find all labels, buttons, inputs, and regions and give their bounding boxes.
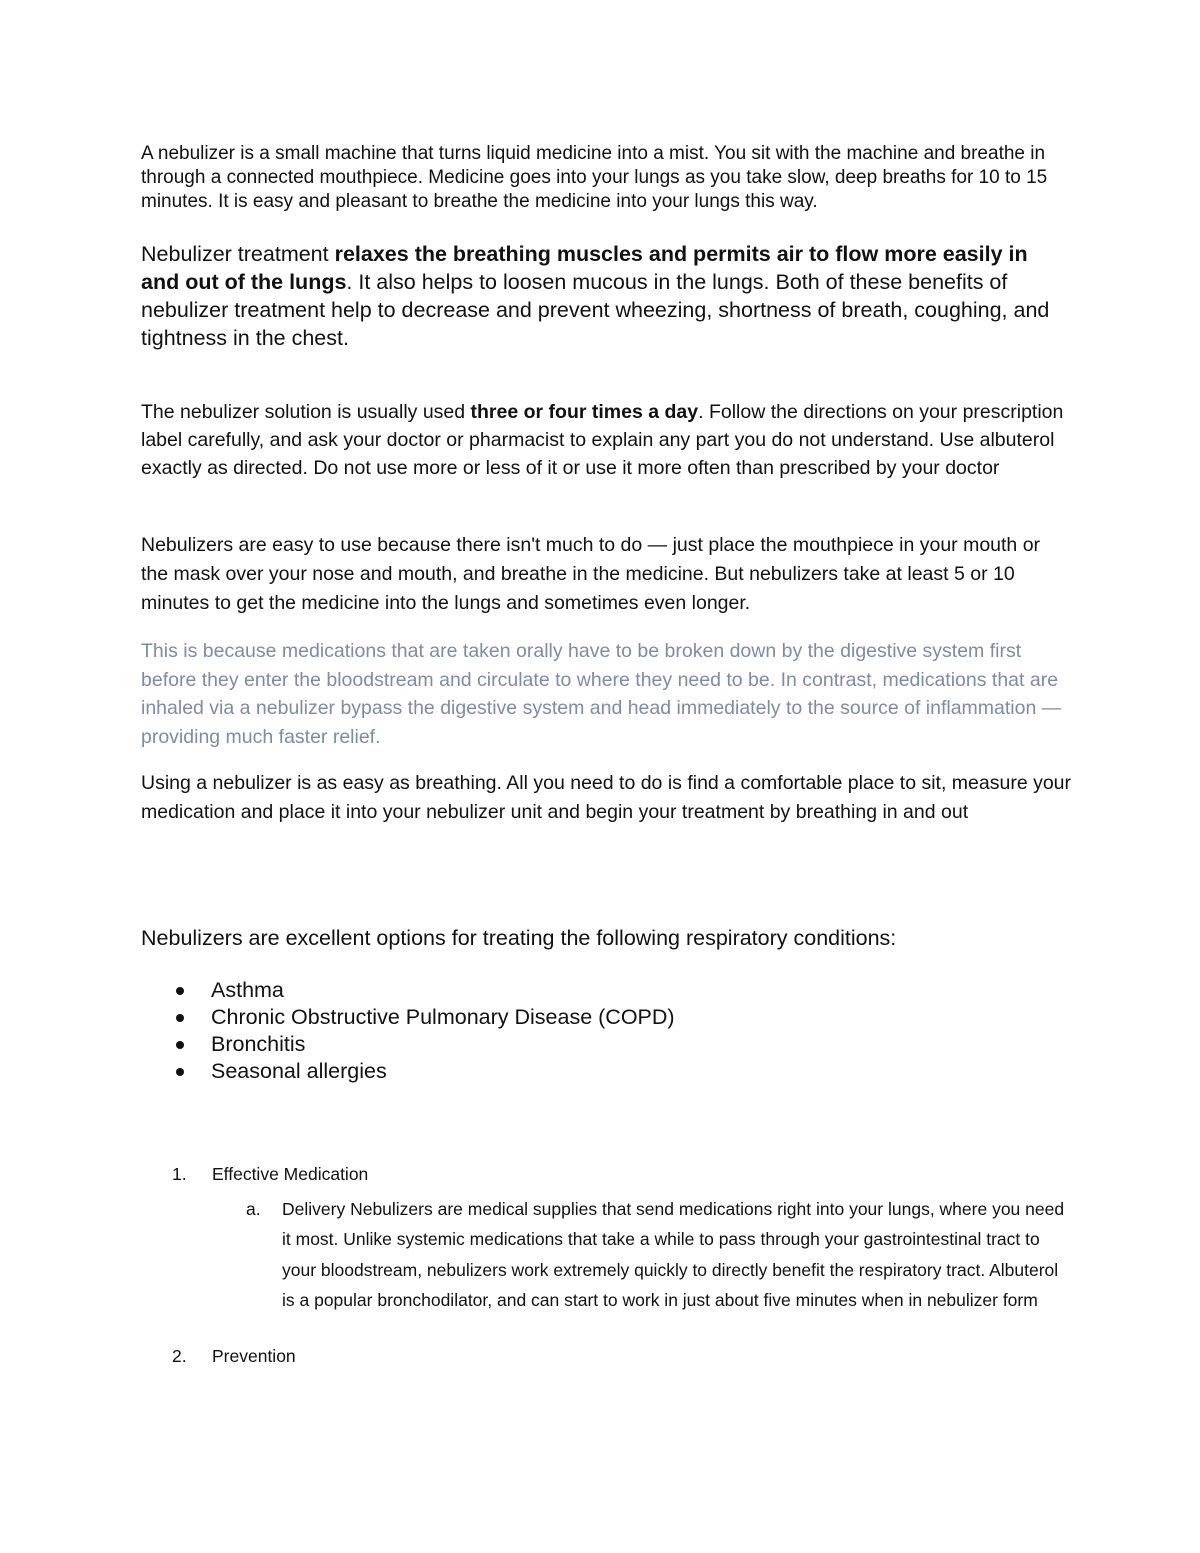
paragraph-ease-of-use: Nebulizers are easy to use because there isn't much to do — just place the mouthpiece in your mouth or the mask over your nose and mouth, and breathe in the medicine. But nebulizers take at least 5 or 10 minutes to get the medicine into the lungs and sometimes even longer. bbox=[141, 534, 1041, 614]
conditions-bullet-list bbox=[141, 977, 675, 1085]
list-item bbox=[141, 1031, 675, 1058]
paragraph-usage-frequency bbox=[141, 398, 1071, 482]
paragraph-conditions-intro: Nebulizers are excellent options for treating the following respiratory conditions: bbox=[141, 926, 897, 950]
bold-phrase: relaxes the breathing muscles and permits air to flow more easily in and out of the lungs bbox=[141, 242, 1028, 294]
list-item-title: Prevention bbox=[212, 1346, 296, 1366]
paragraph-text: The nebulizer solution is usually used bbox=[141, 401, 471, 423]
list-item-title: Effective Medication bbox=[212, 1164, 369, 1184]
bullet-icon bbox=[176, 1041, 184, 1049]
list-number: 1. bbox=[172, 1164, 187, 1184]
sub-list-text: Delivery Nebulizers are medical supplies that send medications right into your lungs, where you need it most. Unlike systemic medications that take a while to pass through your gastrointestinal tract to your bloodstream, nebulizers work extremely quickly to directly benefit the respiratory tract. Albuterol is a popular bronchodilator, and can start to work in just about five minutes when in nebulizer form bbox=[282, 1199, 1065, 1310]
paragraph-how-to-use: Using a nebulizer is as easy as breathing. All you need to do is find a comfortable place to sit, measure your medication and place it into your nebulizer unit and begin your treatment by breathing in and out bbox=[141, 772, 1072, 823]
paragraph-intro: A nebulizer is a small machine that turns liquid medicine into a mist. You sit with the machine and breathe in through a connected mouthpiece. Medicine goes into your lungs as you take slow, deep breaths for 10 to 15 minutes. It is easy and pleasant to breathe the medicine into your lungs this way. bbox=[141, 143, 1048, 212]
bullet-icon bbox=[176, 1014, 184, 1022]
list-item-text: Chronic Obstructive Pulmonary Disease (COPD) bbox=[211, 1005, 675, 1029]
bold-phrase: three or four times a day bbox=[470, 401, 699, 423]
list-item bbox=[141, 1004, 675, 1031]
list-number: 2. bbox=[172, 1346, 187, 1366]
list-item bbox=[141, 977, 675, 1004]
paragraph-inhaled-vs-oral: This is because medications that are taken orally have to be broken down by the digestive system first before they enter the bloodstream and circulate to where they need to be. In contrast, medications that are inhaled via a nebulizer bypass the digestive system and head immediately to the source of inflammation — providing much faster relief. bbox=[141, 640, 1062, 748]
sub-list-letter: a. bbox=[246, 1199, 261, 1219]
list-item-text: Bronchitis bbox=[211, 1032, 306, 1056]
bullet-icon bbox=[176, 1068, 184, 1076]
bullet-icon bbox=[176, 987, 184, 995]
list-item-text: Seasonal allergies bbox=[211, 1059, 387, 1083]
paragraph-text: Nebulizer treatment bbox=[141, 242, 335, 266]
paragraph-treatment-benefits bbox=[141, 240, 1071, 352]
paragraph-text: . It also helps to loosen mucous in the lungs. Both of these benefits of nebulizer treatment help to decrease and prevent wheezing, shortness of breath, coughing, and tightness in the chest. bbox=[141, 270, 1050, 350]
list-item-text: Asthma bbox=[211, 978, 284, 1002]
list-item bbox=[141, 1058, 675, 1085]
paragraph-text: . Follow the directions on your prescription label carefully, and ask your doctor or pharmacist to explain any part you do not understand. Use albuterol exactly as directed. Do not use more or less of it or use it more often than prescribed by your doctor bbox=[141, 401, 1064, 479]
